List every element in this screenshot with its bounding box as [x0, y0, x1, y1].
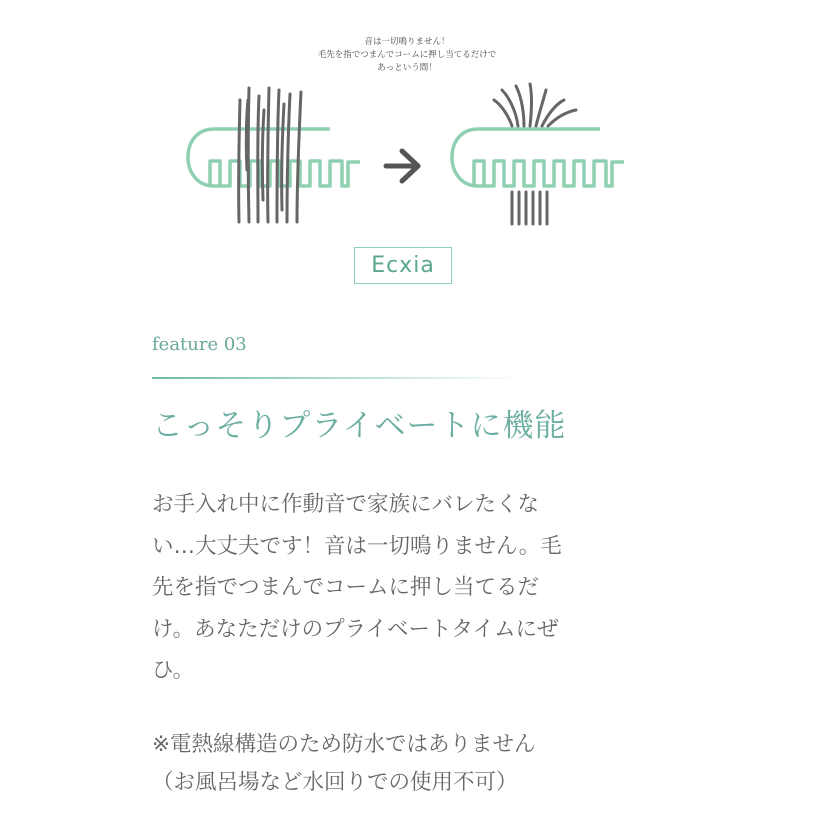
feature-number-label: feature 03 [152, 334, 247, 355]
feature-divider [152, 377, 522, 379]
description-line: け。あなただけのプライベートタイムにぜ [152, 616, 559, 642]
description-line: 先を指でつまんでコームに押し当てるだ [152, 575, 540, 600]
description-line: お手入れ中に作動音で家族にバレたくな [152, 492, 540, 517]
curled-hair-tips-icon [494, 84, 576, 126]
caption-line: あっという間！ [377, 63, 437, 73]
caption-line: 毛先を指でつまんでコームに押し当てるだけで [317, 50, 497, 60]
note-line: （お風呂場など水回りでの使用不可） [152, 770, 518, 795]
comb-before-icon [188, 129, 360, 186]
arrow-right-icon [386, 151, 418, 181]
caution-note [152, 726, 632, 802]
description-line: ひ。 [152, 658, 195, 683]
description-line: い…大丈夫です！音は一切鳴りません。毛 [152, 533, 562, 559]
short-hair-strands-icon [512, 192, 547, 224]
feature-description [152, 484, 622, 692]
long-hair-strands-icon [239, 88, 301, 222]
feature-title: こっそりプライベートに機能 [152, 408, 567, 444]
comb-after-icon [452, 129, 624, 186]
brand-logo [354, 247, 452, 284]
illustration-caption [257, 36, 557, 75]
brand-name: Ecxia [371, 253, 435, 278]
caption-line: 音は一切鳴りません！ [364, 37, 450, 47]
note-line: ※電熱線構造のため防水ではありません [152, 732, 536, 757]
